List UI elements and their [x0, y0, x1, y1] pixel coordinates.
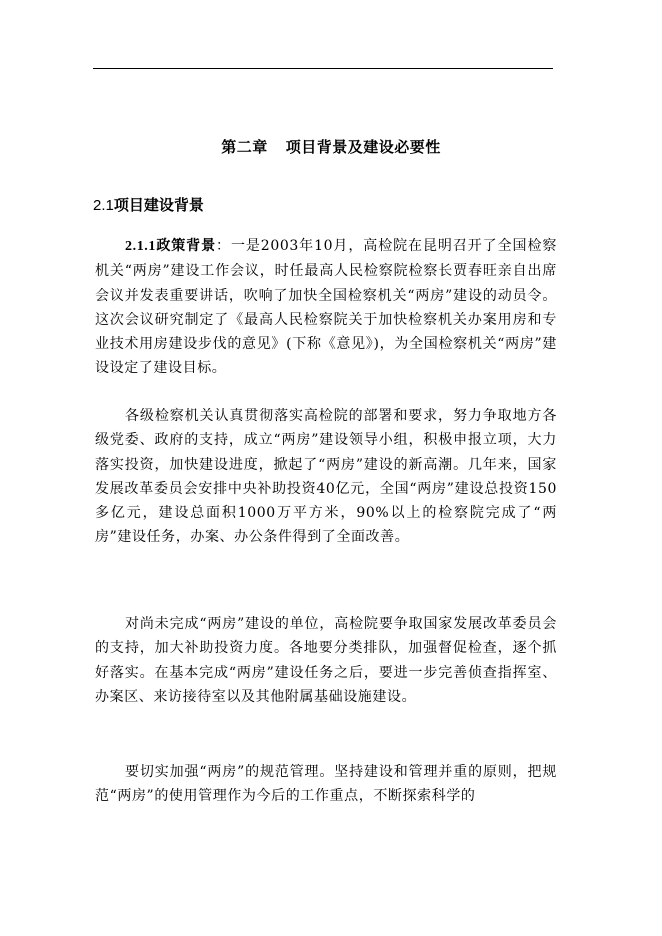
subsection-title: 政策背景	[156, 238, 217, 254]
paragraph-policy-background	[95, 234, 557, 381]
section-number: 2.1	[93, 197, 114, 214]
chapter-number: 第二章	[221, 138, 268, 156]
paragraph: 要切实加强“两房”的规范管理。坚持建设和管理并重的原则，把规范“两房”的使用管理作为今后的工作重点，不断探索科学的	[95, 764, 557, 805]
paragraph: 对尚未完成“两房”建设的单位，高检院要争取国家发展改革委员会的支持，加大补助投资力度。各地要分类排队，加强督促检查，逐个抓好落实。在基本完成“两房”建设任务之后，要进一步完善侦查指挥室、办案区、来访接待室以及其他附属基础设施建设。	[95, 616, 557, 705]
header-rule	[93, 68, 553, 69]
subsection-number: 2.1.1	[125, 239, 156, 254]
section-title: 项目建设背景	[113, 196, 204, 214]
chapter-heading	[0, 136, 662, 157]
chapter-title: 项目背景及建设必要性	[285, 138, 441, 156]
section-heading	[93, 194, 204, 215]
paragraph: 各级检察机关认真贯彻落实高检院的部署和要求，努力争取地方各级党委、政府的支持，成立“两房”建设领导小组，积极申报立项，大力落实投资，加快建设进度，掀起了“两房”建设的新高潮。几年来，国家发展改革委员会安排中央补助投资40亿元，全国“两房”建设总投资150多亿元，建设总面积1000万平方米，90%以上的检察院完成了“两房”建设任务，办案、办公条件得到了全面改善。	[95, 408, 557, 546]
paragraph-text: ：一是2003年10月，高检院在昆明召开了全国检察机关“两房”建设工作会议，时任最高人民检察院检察长贾春旺亲自出席会议并发表重要讲话，吹响了加快全国检察机关“两房”建设的动员令。这次会议研究制定了《最高人民检察院关于加快检察机关办案用房和专业技术用房建设步伐的意见》(下称《意见》)，为全国检察机关“两房”建设设定了建设目标。	[95, 238, 557, 377]
